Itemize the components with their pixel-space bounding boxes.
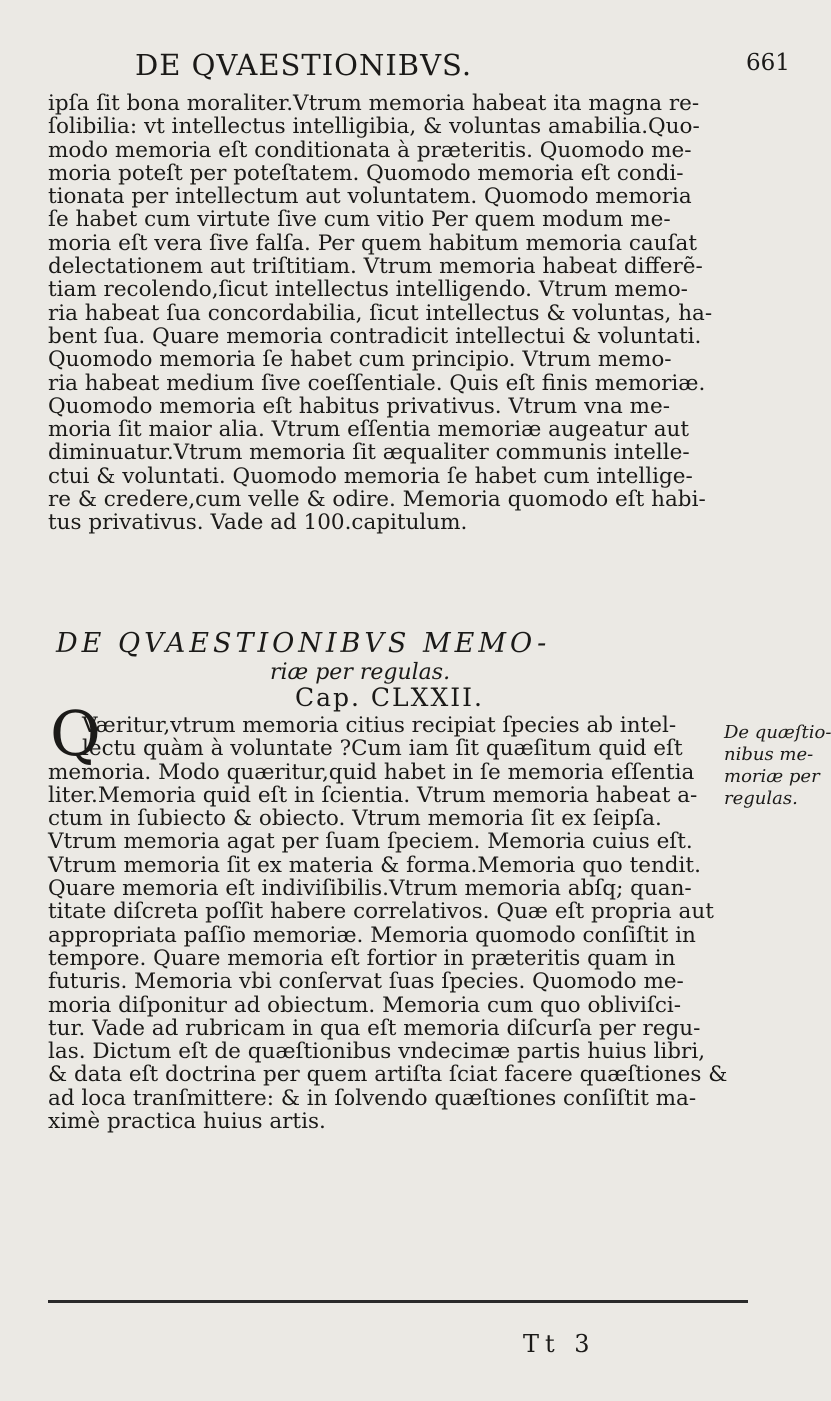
- text-line: moria diſponitur ad obiectum. Memoria cum quo obliviſci-: [48, 992, 682, 1018]
- bottom-rule: [48, 1300, 748, 1303]
- text-line: memoria. Modo quæritur,quid habet in ſe memoria eſſentia: [48, 759, 695, 785]
- text-line: Væritur,vtrum memoria citius recipiat ſpecies ab intel-: [82, 713, 677, 738]
- text-line: diminuatur.Vtrum memoria ſit æqualiter communis intelle-: [48, 440, 690, 466]
- page-number: 661: [746, 50, 790, 76]
- text-line: Quomodo memoria eſt habitus privativus. Vtrum vna me-: [48, 393, 670, 419]
- chapter-number: Cap. CLXXII.: [295, 683, 484, 712]
- text-line: delectationem aut triſtitiam. Vtrum memoria habeat differẽ-: [48, 254, 703, 280]
- text-line: ipſa ſit bona moraliter.Vtrum memoria habeat ita magna re-: [48, 91, 700, 116]
- running-head-title: DE QVAESTIONIBVS.: [135, 48, 473, 82]
- chapter-title: DE QVAESTIONIBVS MEMO-: [56, 628, 551, 659]
- marginal-note: [724, 722, 831, 810]
- chapter-subtitle: riæ per regulas.: [270, 660, 451, 685]
- text-line: ſe habet cum virtute ſive cum vitio Per quem modum me-: [48, 207, 671, 233]
- text-line: futuris. Memoria vbi conſervat ſuas ſpecies. Quomodo me-: [48, 969, 684, 995]
- running-head: [0, 48, 800, 88]
- text-line: Quomodo memoria ſe habet cum principio. Vtrum memo-: [48, 347, 672, 373]
- text-line: lectu quàm à voluntate ?Cum iam ſit quæſitum quid eſt: [82, 736, 683, 762]
- chapter-body-paragraph: [48, 714, 738, 1133]
- text-line: liter.Memoria quid eſt in ſcientia. Vtrum memoria habeat a-: [48, 782, 698, 808]
- text-line: appropriata paſſio memoriæ. Memoria quomodo conſiſtit in: [48, 922, 696, 948]
- text-line: Vtrum memoria agat per ſuam ſpeciem. Memoria cuius eſt.: [48, 829, 693, 855]
- text-line: bent ſua. Quare memoria contradicit intellectui & voluntati.: [48, 323, 702, 349]
- text-line: las. Dictum eſt de quæſtionibus vndecimæ partis huius libri,: [48, 1039, 706, 1065]
- marginal-note-line: regulas.: [724, 788, 798, 809]
- signature-mark: Tt 3: [523, 1330, 596, 1358]
- text-line: Quare memoria eſt indiviſibilis.Vtrum memoria abſq; quan-: [48, 876, 692, 902]
- text-line: tiam recolendo,ſicut intellectus intelligendo. Vtrum memo-: [48, 277, 688, 303]
- text-line: ximè practica huius artis.: [48, 1109, 326, 1135]
- text-line: ctum in ſubiecto & obiecto. Vtrum memoria ſit ex ſeipſa.: [48, 806, 662, 832]
- marginal-note-line: nibus me-: [724, 744, 814, 765]
- text-line: Vtrum memoria ſit ex materia & forma.Memoria quo tendit.: [48, 852, 701, 878]
- question-list-paragraph: [48, 92, 763, 535]
- text-line: modo memoria eſt conditionata à præteritis. Quomodo me-: [48, 137, 692, 163]
- marginal-note-line: moriæ per: [724, 766, 820, 787]
- text-line: tempore. Quare memoria eſt fortior in præteritis quam in: [48, 945, 676, 971]
- text-line: moria eſt vera ſive falſa. Per quem habitum memoria cauſat: [48, 230, 697, 256]
- text-line: ria habeat ſua concordabilia, ſicut intellectus & voluntas, ha-: [48, 300, 713, 326]
- text-line: moria poteſt per poteſtatem. Quomodo memoria eſt condi-: [48, 160, 684, 186]
- drop-cap: Q: [50, 697, 101, 770]
- text-line: & data eſt doctrina per quem artiſta ſciat facere quæſtiones &: [48, 1062, 728, 1088]
- marginal-note-line: De quæſtio-: [724, 722, 831, 743]
- text-line: tionata per intellectum aut voluntatem. Quomodo memoria: [48, 184, 692, 210]
- text-line: ria habeat medium ſive coeſſentiale. Quis eſt finis memoriæ.: [48, 370, 706, 396]
- text-line: tur. Vade ad rubricam in qua eſt memoria diſcurſa per regu-: [48, 1015, 701, 1041]
- text-line: titate diſcreta poſſit habere correlativos. Quæ eſt propria aut: [48, 899, 714, 925]
- text-line: ad loca tranſmittere: & in ſolvendo quæſtiones conſiſtit ma-: [48, 1085, 697, 1111]
- text-line: ctui & voluntati. Quomodo memoria ſe habet cum intellige-: [48, 463, 693, 489]
- text-line: moria ſit maior alia. Vtrum eſſentia memoriæ augeatur aut: [48, 417, 690, 443]
- text-line: ſolibilia: vt intellectus intelligibia, & voluntas amabilia.Quo-: [48, 114, 700, 140]
- text-line: tus privativus. Vade ad 100.capitulum.: [48, 510, 468, 536]
- text-line: re & credere,cum velle & odire. Memoria quomodo eſt habi-: [48, 487, 706, 513]
